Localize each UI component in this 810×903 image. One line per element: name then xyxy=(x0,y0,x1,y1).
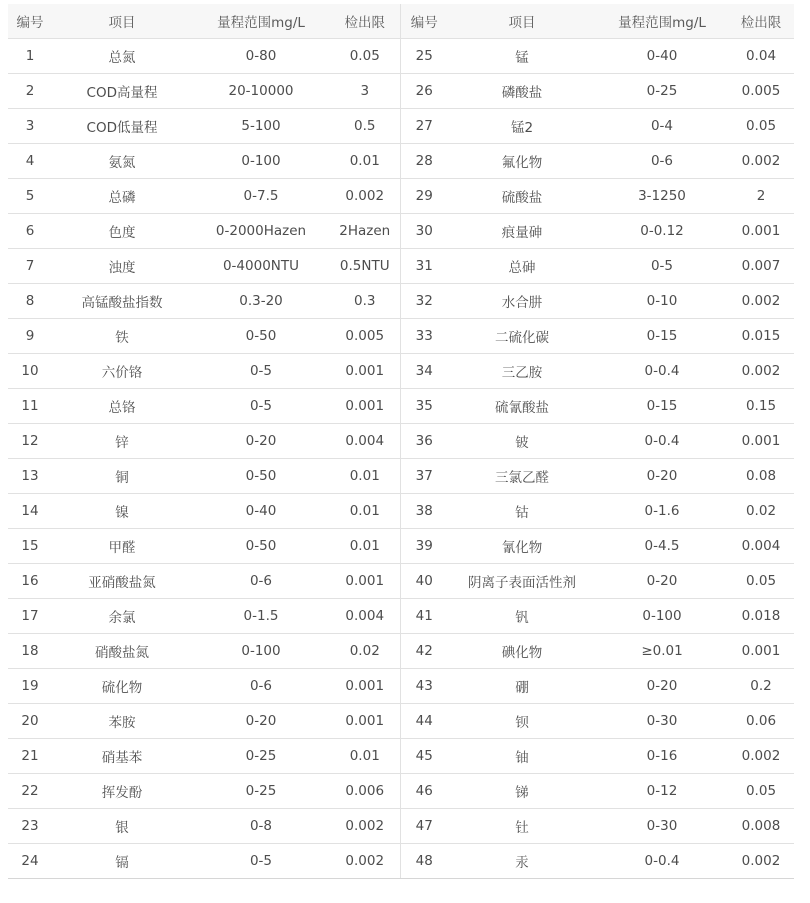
cell-right-number: 42 xyxy=(400,634,448,669)
cell-right-item: 汞 xyxy=(448,844,596,879)
cell-left-number: 3 xyxy=(8,109,52,144)
cell-left-item: 亚硝酸盐氮 xyxy=(52,564,192,599)
cell-right-range: 0-0.4 xyxy=(596,424,728,459)
cell-right-item: 氟化物 xyxy=(448,144,596,179)
cell-right-detection-limit: 0.007 xyxy=(728,249,794,284)
table-row xyxy=(8,494,794,529)
header-right-item: 项目 xyxy=(448,4,596,39)
cell-right-item: 三乙胺 xyxy=(448,354,596,389)
cell-left-detection-limit: 0.001 xyxy=(330,564,400,599)
cell-right-item: 二硫化碳 xyxy=(448,319,596,354)
cell-left-range: 0-50 xyxy=(192,459,330,494)
cell-right-item: 锰 xyxy=(448,39,596,74)
cell-right-detection-limit: 0.004 xyxy=(728,529,794,564)
cell-right-number: 48 xyxy=(400,844,448,879)
cell-right-number: 36 xyxy=(400,424,448,459)
cell-right-detection-limit: 0.05 xyxy=(728,774,794,809)
cell-right-detection-limit: 0.05 xyxy=(728,109,794,144)
header-right-range: 量程范围mg/L xyxy=(596,4,728,39)
cell-left-detection-limit: 0.5 xyxy=(330,109,400,144)
cell-right-detection-limit: 0.002 xyxy=(728,354,794,389)
cell-left-item: 总铬 xyxy=(52,389,192,424)
table-row xyxy=(8,109,794,144)
cell-left-detection-limit: 0.01 xyxy=(330,144,400,179)
cell-left-item: 镉 xyxy=(52,844,192,879)
cell-left-range: 5-100 xyxy=(192,109,330,144)
cell-left-range: 0-8 xyxy=(192,809,330,844)
table-row xyxy=(8,669,794,704)
table-row xyxy=(8,844,794,879)
cell-left-detection-limit: 0.002 xyxy=(330,179,400,214)
cell-left-item: 色度 xyxy=(52,214,192,249)
cell-left-item: 挥发酚 xyxy=(52,774,192,809)
header-left-detection-limit: 检出限 xyxy=(330,4,400,39)
cell-right-item: 阴离子表面活性剂 xyxy=(448,564,596,599)
cell-left-item: 镍 xyxy=(52,494,192,529)
cell-right-range: 0-15 xyxy=(596,389,728,424)
cell-left-number: 20 xyxy=(8,704,52,739)
cell-right-item: 氰化物 xyxy=(448,529,596,564)
cell-left-detection-limit: 0.004 xyxy=(330,599,400,634)
cell-right-range: 0-40 xyxy=(596,39,728,74)
cell-right-number: 29 xyxy=(400,179,448,214)
cell-right-detection-limit: 0.002 xyxy=(728,144,794,179)
cell-right-item: 硫酸盐 xyxy=(448,179,596,214)
table-row xyxy=(8,179,794,214)
cell-left-number: 21 xyxy=(8,739,52,774)
cell-right-number: 39 xyxy=(400,529,448,564)
cell-right-detection-limit: 0.018 xyxy=(728,599,794,634)
cell-left-number: 5 xyxy=(8,179,52,214)
cell-left-item: 余氯 xyxy=(52,599,192,634)
cell-left-number: 18 xyxy=(8,634,52,669)
cell-left-number: 7 xyxy=(8,249,52,284)
table-header-row xyxy=(8,4,794,39)
table-row xyxy=(8,459,794,494)
header-right-detection-limit: 检出限 xyxy=(728,4,794,39)
cell-left-detection-limit: 0.01 xyxy=(330,494,400,529)
cell-left-item: COD低量程 xyxy=(52,109,192,144)
cell-right-range: 0-1.6 xyxy=(596,494,728,529)
cell-left-detection-limit: 0.01 xyxy=(330,529,400,564)
cell-left-detection-limit: 3 xyxy=(330,74,400,109)
cell-left-detection-limit: 0.01 xyxy=(330,739,400,774)
cell-right-range: 0-30 xyxy=(596,809,728,844)
cell-right-number: 44 xyxy=(400,704,448,739)
cell-left-item: 浊度 xyxy=(52,249,192,284)
cell-right-item: 硫氰酸盐 xyxy=(448,389,596,424)
cell-left-item: 铜 xyxy=(52,459,192,494)
cell-left-range: 0-2000Hazen xyxy=(192,214,330,249)
cell-right-number: 25 xyxy=(400,39,448,74)
cell-left-number: 17 xyxy=(8,599,52,634)
cell-right-number: 28 xyxy=(400,144,448,179)
cell-left-item: 锌 xyxy=(52,424,192,459)
cell-left-detection-limit: 0.001 xyxy=(330,389,400,424)
cell-left-detection-limit: 0.001 xyxy=(330,704,400,739)
cell-right-number: 37 xyxy=(400,459,448,494)
cell-right-range: 0-12 xyxy=(596,774,728,809)
table-row xyxy=(8,739,794,774)
table-row xyxy=(8,319,794,354)
cell-right-item: 总砷 xyxy=(448,249,596,284)
cell-left-item: 银 xyxy=(52,809,192,844)
table-row xyxy=(8,214,794,249)
cell-left-range: 0-20 xyxy=(192,424,330,459)
cell-right-range: 0-0.12 xyxy=(596,214,728,249)
cell-right-detection-limit: 0.001 xyxy=(728,424,794,459)
cell-left-number: 23 xyxy=(8,809,52,844)
cell-left-detection-limit: 0.01 xyxy=(330,459,400,494)
cell-right-number: 38 xyxy=(400,494,448,529)
cell-right-range: 0-25 xyxy=(596,74,728,109)
cell-left-item: 苯胺 xyxy=(52,704,192,739)
cell-left-item: 甲醛 xyxy=(52,529,192,564)
cell-right-item: 锰2 xyxy=(448,109,596,144)
cell-right-range: 0-5 xyxy=(596,249,728,284)
cell-left-number: 4 xyxy=(8,144,52,179)
cell-left-item: COD高量程 xyxy=(52,74,192,109)
cell-right-range: 0-4.5 xyxy=(596,529,728,564)
cell-left-range: 0-100 xyxy=(192,144,330,179)
table-row xyxy=(8,249,794,284)
cell-right-item: 钴 xyxy=(448,494,596,529)
cell-right-detection-limit: 2 xyxy=(728,179,794,214)
cell-right-detection-limit: 0.2 xyxy=(728,669,794,704)
cell-left-number: 2 xyxy=(8,74,52,109)
cell-left-number: 16 xyxy=(8,564,52,599)
cell-left-number: 12 xyxy=(8,424,52,459)
cell-left-number: 14 xyxy=(8,494,52,529)
cell-right-item: 碘化物 xyxy=(448,634,596,669)
cell-left-number: 24 xyxy=(8,844,52,879)
cell-right-number: 41 xyxy=(400,599,448,634)
cell-left-number: 1 xyxy=(8,39,52,74)
table-row xyxy=(8,354,794,389)
cell-left-detection-limit: 0.5NTU xyxy=(330,249,400,284)
header-left-range: 量程范围mg/L xyxy=(192,4,330,39)
table-row xyxy=(8,424,794,459)
cell-left-number: 10 xyxy=(8,354,52,389)
cell-right-range: 0-30 xyxy=(596,704,728,739)
cell-right-range: 0-20 xyxy=(596,669,728,704)
parameter-table xyxy=(8,4,794,879)
cell-right-detection-limit: 0.008 xyxy=(728,809,794,844)
cell-right-number: 46 xyxy=(400,774,448,809)
cell-right-detection-limit: 0.001 xyxy=(728,214,794,249)
cell-left-range: 0-1.5 xyxy=(192,599,330,634)
table-row xyxy=(8,74,794,109)
cell-left-item: 硫化物 xyxy=(52,669,192,704)
cell-left-range: 20-10000 xyxy=(192,74,330,109)
cell-right-detection-limit: 0.08 xyxy=(728,459,794,494)
cell-left-number: 8 xyxy=(8,284,52,319)
cell-right-detection-limit: 0.002 xyxy=(728,284,794,319)
cell-left-range: 0-6 xyxy=(192,564,330,599)
cell-left-item: 六价铬 xyxy=(52,354,192,389)
header-left-item: 项目 xyxy=(52,4,192,39)
cell-left-range: 0-4000NTU xyxy=(192,249,330,284)
cell-left-range: 0-50 xyxy=(192,529,330,564)
cell-left-item: 硝酸盐氮 xyxy=(52,634,192,669)
cell-left-item: 硝基苯 xyxy=(52,739,192,774)
cell-right-range: 0-20 xyxy=(596,564,728,599)
cell-left-range: 0-100 xyxy=(192,634,330,669)
table-row xyxy=(8,144,794,179)
table-row xyxy=(8,39,794,74)
table-row xyxy=(8,634,794,669)
cell-left-range: 0-7.5 xyxy=(192,179,330,214)
cell-left-range: 0-25 xyxy=(192,739,330,774)
cell-right-range: 0-0.4 xyxy=(596,354,728,389)
cell-left-range: 0-5 xyxy=(192,844,330,879)
cell-left-detection-limit: 0.005 xyxy=(330,319,400,354)
cell-left-number: 6 xyxy=(8,214,52,249)
cell-right-detection-limit: 0.015 xyxy=(728,319,794,354)
cell-right-detection-limit: 0.06 xyxy=(728,704,794,739)
cell-left-item: 铁 xyxy=(52,319,192,354)
cell-right-number: 33 xyxy=(400,319,448,354)
cell-left-number: 11 xyxy=(8,389,52,424)
cell-right-detection-limit: 0.002 xyxy=(728,844,794,879)
cell-right-detection-limit: 0.05 xyxy=(728,564,794,599)
cell-right-range: 0-10 xyxy=(596,284,728,319)
cell-right-item: 硼 xyxy=(448,669,596,704)
cell-left-number: 22 xyxy=(8,774,52,809)
table-row xyxy=(8,774,794,809)
cell-left-number: 19 xyxy=(8,669,52,704)
cell-right-item: 钍 xyxy=(448,809,596,844)
cell-right-range: ≥0.01 xyxy=(596,634,728,669)
cell-right-range: 0-100 xyxy=(596,599,728,634)
cell-left-range: 0-40 xyxy=(192,494,330,529)
cell-right-item: 水合肼 xyxy=(448,284,596,319)
cell-left-range: 0-5 xyxy=(192,354,330,389)
cell-right-range: 0-0.4 xyxy=(596,844,728,879)
cell-right-item: 钒 xyxy=(448,599,596,634)
table-row xyxy=(8,704,794,739)
cell-left-range: 0-25 xyxy=(192,774,330,809)
cell-left-detection-limit: 0.02 xyxy=(330,634,400,669)
cell-right-detection-limit: 0.04 xyxy=(728,39,794,74)
cell-left-item: 氨氮 xyxy=(52,144,192,179)
cell-right-number: 34 xyxy=(400,354,448,389)
cell-right-item: 锑 xyxy=(448,774,596,809)
cell-right-range: 0-20 xyxy=(596,459,728,494)
cell-right-number: 30 xyxy=(400,214,448,249)
cell-right-number: 43 xyxy=(400,669,448,704)
cell-right-range: 3-1250 xyxy=(596,179,728,214)
cell-right-detection-limit: 0.15 xyxy=(728,389,794,424)
cell-left-item: 总氮 xyxy=(52,39,192,74)
cell-right-number: 45 xyxy=(400,739,448,774)
cell-left-detection-limit: 0.004 xyxy=(330,424,400,459)
cell-left-range: 0.3-20 xyxy=(192,284,330,319)
cell-right-range: 0-15 xyxy=(596,319,728,354)
cell-right-detection-limit: 0.002 xyxy=(728,739,794,774)
cell-right-detection-limit: 0.02 xyxy=(728,494,794,529)
table-row xyxy=(8,564,794,599)
cell-left-detection-limit: 0.002 xyxy=(330,809,400,844)
cell-right-number: 31 xyxy=(400,249,448,284)
cell-right-number: 32 xyxy=(400,284,448,319)
table-row xyxy=(8,284,794,319)
cell-right-range: 0-6 xyxy=(596,144,728,179)
header-right-number: 编号 xyxy=(400,4,448,39)
cell-left-item: 高锰酸盐指数 xyxy=(52,284,192,319)
cell-left-range: 0-5 xyxy=(192,389,330,424)
cell-right-range: 0-16 xyxy=(596,739,728,774)
cell-right-range: 0-4 xyxy=(596,109,728,144)
cell-left-detection-limit: 0.001 xyxy=(330,669,400,704)
cell-right-number: 26 xyxy=(400,74,448,109)
cell-right-item: 铀 xyxy=(448,739,596,774)
cell-left-range: 0-50 xyxy=(192,319,330,354)
table-row xyxy=(8,599,794,634)
cell-left-detection-limit: 0.05 xyxy=(330,39,400,74)
cell-left-detection-limit: 0.006 xyxy=(330,774,400,809)
cell-left-detection-limit: 0.001 xyxy=(330,354,400,389)
table-row xyxy=(8,809,794,844)
cell-right-number: 35 xyxy=(400,389,448,424)
cell-right-number: 47 xyxy=(400,809,448,844)
cell-right-item: 痕量砷 xyxy=(448,214,596,249)
cell-left-range: 0-6 xyxy=(192,669,330,704)
cell-right-item: 三氯乙醛 xyxy=(448,459,596,494)
cell-left-number: 9 xyxy=(8,319,52,354)
table-body xyxy=(8,39,794,879)
cell-left-number: 13 xyxy=(8,459,52,494)
cell-right-number: 27 xyxy=(400,109,448,144)
cell-right-number: 40 xyxy=(400,564,448,599)
cell-left-detection-limit: 2Hazen xyxy=(330,214,400,249)
cell-left-item: 总磷 xyxy=(52,179,192,214)
header-left-number: 编号 xyxy=(8,4,52,39)
cell-right-item: 钡 xyxy=(448,704,596,739)
table-row xyxy=(8,529,794,564)
cell-left-range: 0-20 xyxy=(192,704,330,739)
cell-left-detection-limit: 0.002 xyxy=(330,844,400,879)
cell-right-item: 磷酸盐 xyxy=(448,74,596,109)
cell-right-item: 铍 xyxy=(448,424,596,459)
cell-left-number: 15 xyxy=(8,529,52,564)
cell-right-detection-limit: 0.005 xyxy=(728,74,794,109)
table-row xyxy=(8,389,794,424)
cell-right-detection-limit: 0.001 xyxy=(728,634,794,669)
cell-left-detection-limit: 0.3 xyxy=(330,284,400,319)
cell-left-range: 0-80 xyxy=(192,39,330,74)
